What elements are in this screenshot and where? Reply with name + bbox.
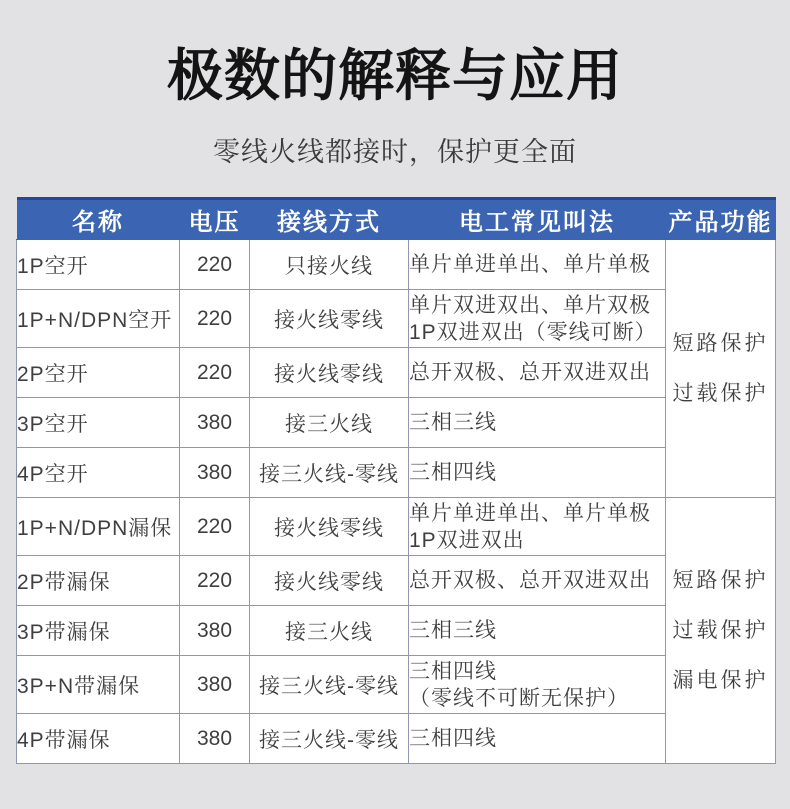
- common-name-line: 三相三线: [409, 619, 497, 642]
- common-name-cell: [409, 348, 666, 398]
- common-name-cell: [409, 398, 666, 448]
- name-cell: 1P+N/DPN空开: [17, 290, 180, 348]
- function-cell: [666, 498, 776, 764]
- function-label: 短路保护: [672, 568, 769, 592]
- common-name-line: 1P双进双出（零线可断）: [409, 320, 657, 344]
- common-name-cell: [409, 240, 666, 290]
- table-row: [17, 714, 776, 764]
- page-subtitle: 零线火线都接时，保护更全面: [213, 137, 577, 167]
- common-name-line: 单片单进单出、单片单极: [409, 501, 651, 525]
- wiring-cell: 接三火线: [250, 398, 409, 448]
- col-header-voltage: 电压: [180, 199, 250, 240]
- function-label: 漏电保护: [672, 668, 769, 692]
- table-row: [17, 398, 776, 448]
- voltage-cell: 380: [180, 398, 250, 448]
- function-label: 过载保护: [672, 618, 769, 642]
- function-label: 过载保护: [672, 381, 769, 405]
- common-name-line: 单片双进双出、单片双极: [409, 293, 651, 317]
- voltage-cell: 220: [180, 240, 250, 290]
- col-header-common-name: 电工常见叫法: [409, 199, 666, 240]
- voltage-cell: 220: [180, 290, 250, 348]
- common-name-line: 三相四线: [409, 461, 497, 484]
- common-name-cell: [409, 290, 666, 348]
- name-cell: 2P带漏保: [17, 556, 180, 606]
- wiring-cell: 接三火线-零线: [250, 656, 409, 714]
- voltage-cell: 220: [180, 556, 250, 606]
- common-name-line: （零线不可断无保护）: [409, 686, 629, 710]
- common-name-line: 1P双进双出: [409, 528, 525, 552]
- table-row: [17, 556, 776, 606]
- name-cell: 1P+N/DPN漏保: [17, 498, 180, 556]
- voltage-cell: 380: [180, 606, 250, 656]
- common-name-line: 三相三线: [409, 411, 497, 434]
- wiring-cell: 只接火线: [250, 240, 409, 290]
- common-name-line: 三相四线: [409, 659, 497, 683]
- common-name-cell: [409, 714, 666, 764]
- common-name-cell: [409, 448, 666, 498]
- name-cell: 2P空开: [17, 348, 180, 398]
- table-row: [17, 240, 776, 290]
- voltage-cell: 220: [180, 498, 250, 556]
- col-header-wiring: 接线方式: [250, 199, 409, 240]
- name-cell: 3P+N带漏保: [17, 656, 180, 714]
- common-name-line: 单片单进单出、单片单极: [409, 253, 651, 276]
- col-header-name: 名称: [17, 199, 180, 240]
- wiring-cell: 接三火线-零线: [250, 448, 409, 498]
- wiring-cell: 接火线零线: [250, 348, 409, 398]
- common-name-cell: [409, 656, 666, 714]
- wiring-cell: 接三火线: [250, 606, 409, 656]
- voltage-cell: 380: [180, 448, 250, 498]
- function-label: 短路保护: [672, 331, 769, 355]
- wiring-cell: 接火线零线: [250, 498, 409, 556]
- col-header-function: 产品功能: [666, 199, 776, 240]
- voltage-cell: 380: [180, 714, 250, 764]
- header-row: [17, 199, 776, 240]
- table-row: [17, 606, 776, 656]
- wiring-cell: 接三火线-零线: [250, 714, 409, 764]
- voltage-cell: 220: [180, 348, 250, 398]
- name-cell: 3P空开: [17, 398, 180, 448]
- name-cell: 4P带漏保: [17, 714, 180, 764]
- table-body: [17, 240, 776, 764]
- table-row: [17, 448, 776, 498]
- voltage-cell: 380: [180, 656, 250, 714]
- common-name-cell: [409, 606, 666, 656]
- table-row: [17, 348, 776, 398]
- name-cell: 3P带漏保: [17, 606, 180, 656]
- page-title: 极数的解释与应用: [167, 44, 623, 107]
- function-cell: [666, 240, 776, 498]
- common-name-cell: [409, 556, 666, 606]
- wiring-cell: 接火线零线: [250, 556, 409, 606]
- common-name-line: 总开双极、总开双进双出: [409, 361, 651, 384]
- table-row: [17, 290, 776, 348]
- common-name-line: 三相四线: [409, 727, 497, 750]
- name-cell: 1P空开: [17, 240, 180, 290]
- table-row: [17, 498, 776, 556]
- table-header: [17, 199, 776, 240]
- wiring-cell: 接火线零线: [250, 290, 409, 348]
- poles-table: [16, 197, 776, 764]
- name-cell: 4P空开: [17, 448, 180, 498]
- common-name-cell: [409, 498, 666, 556]
- common-name-line: 总开双极、总开双进双出: [409, 569, 651, 592]
- table-row: [17, 656, 776, 714]
